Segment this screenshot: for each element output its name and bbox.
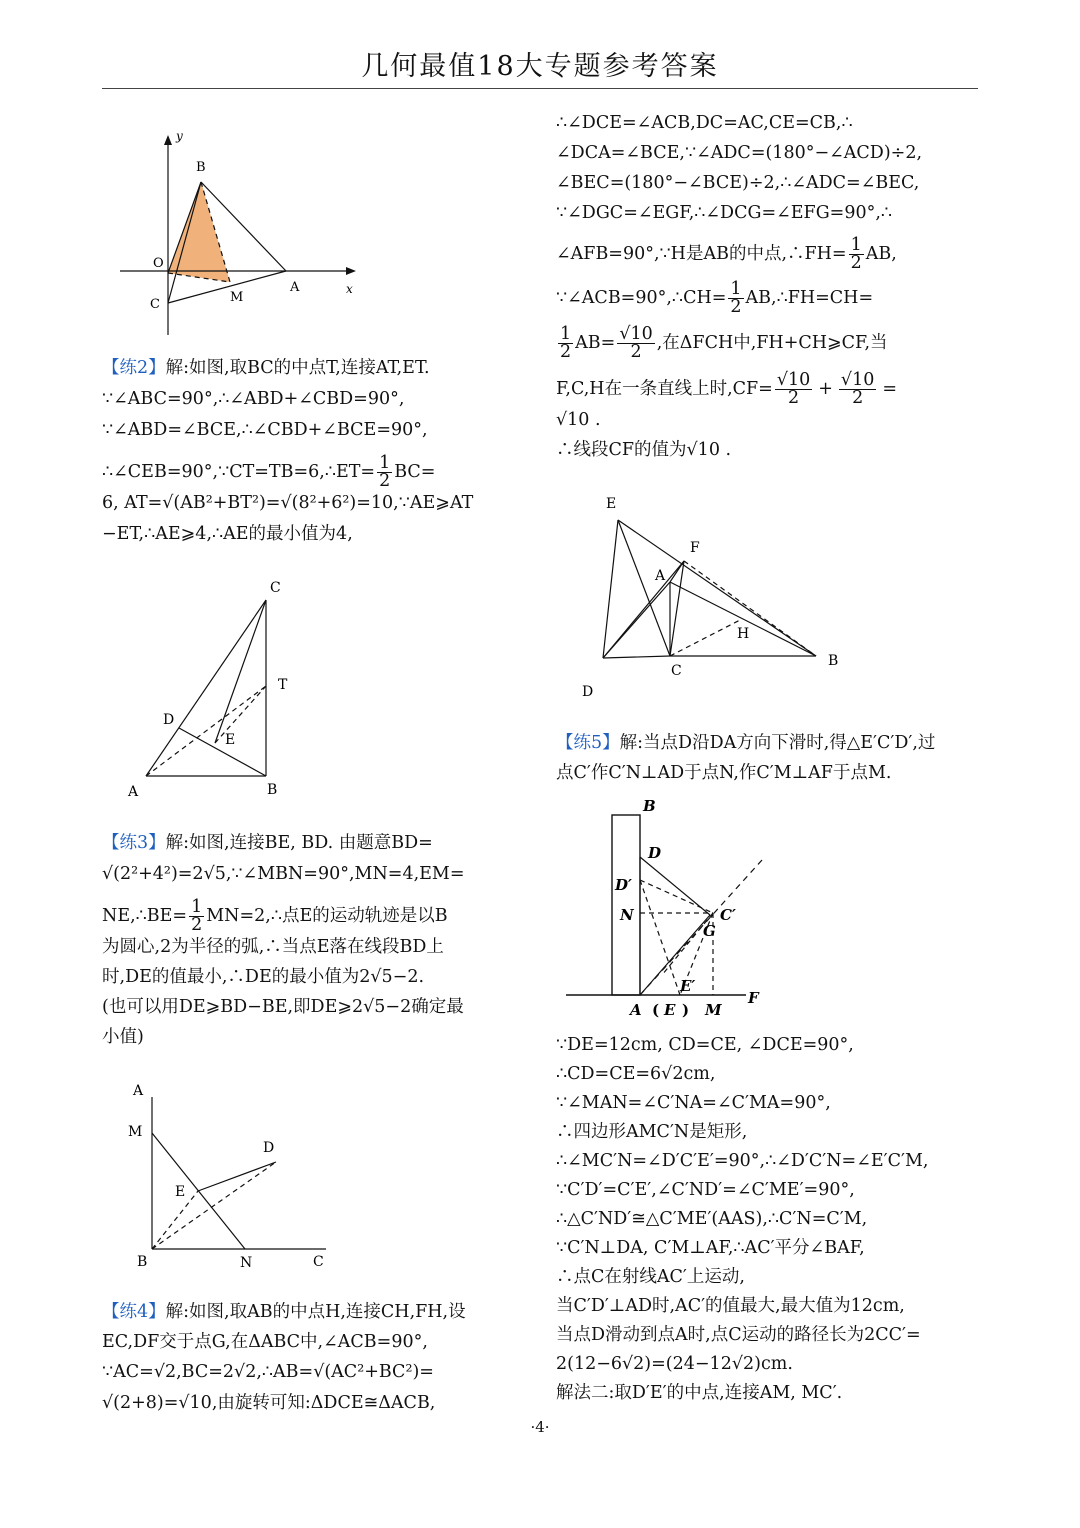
text-line: ∴CD=CE=6√2cm, xyxy=(556,1064,716,1084)
wall-rectangle xyxy=(612,815,640,995)
label-M: M xyxy=(705,1001,722,1019)
segment-CH xyxy=(670,619,742,656)
text-line xyxy=(102,455,435,490)
fraction-denominator: 2 xyxy=(852,388,864,408)
text-line: 小值) xyxy=(102,1027,144,1047)
label-y: y xyxy=(176,129,183,143)
fraction-numerator: 1 xyxy=(191,897,203,917)
text-segment: ∵∠ACB=90°,∴CH= xyxy=(556,288,727,308)
text-line: ∴∠DCE=∠ACB,DC=AC,CE=CB,∴ xyxy=(556,113,853,133)
figure-3-right-angle-diagram xyxy=(120,1075,340,1275)
segment-AT xyxy=(146,686,266,776)
fraction-numerator: 1 xyxy=(730,279,742,299)
fraction-numerator: 1 xyxy=(560,324,572,344)
fraction-numerator: 1 xyxy=(379,453,391,473)
text-line: 6, AT=√(AB²+BT²)=√(8²+6²)=10,∵AE⩾AT xyxy=(102,493,474,513)
text-line: ∵∠MAN=∠C′NA=∠C′MA=90°, xyxy=(556,1093,831,1113)
fraction xyxy=(728,281,743,316)
text-line: √(2+8)=√10,由旋转可知:ΔDCE≅ΔACB, xyxy=(102,1393,436,1413)
text-line: (也可以用DE⩾BD−BE,即DE⩾2√5−2确定最 xyxy=(102,997,464,1017)
text-line: ∵DE=12cm, CD=CE, ∠DCE=90°, xyxy=(556,1035,854,1055)
text-line: 点C′作C′N⊥AD于点N,作C′M⊥AF于点M. xyxy=(556,763,892,783)
text-line xyxy=(556,237,897,272)
text-line: −ET,∴AE⩾4,∴AE的最小值为4, xyxy=(102,524,353,544)
segment-FB xyxy=(684,561,816,656)
label-B: B xyxy=(267,782,278,798)
text-line-content: 解:如图,取BC的中点T,连接AT,ET. xyxy=(165,358,430,378)
figure-2-triangle-diagram xyxy=(120,570,320,805)
segment-D-prime-E-prime xyxy=(640,880,680,995)
label-C: C xyxy=(671,663,682,679)
label-paren-close: ) xyxy=(682,1001,690,1019)
label-x: x xyxy=(346,282,353,296)
figure-5-sliding-diagram xyxy=(560,795,780,1020)
text-line: 时,DE的值最小,∴DE的最小值为2√5−2. xyxy=(102,967,425,987)
text-line: 2(12−6√2)=(24−12√2)cm. xyxy=(556,1354,793,1374)
text-line: ∵C′D′=C′E′,∠C′ND′=∠C′ME′=90°, xyxy=(556,1180,855,1200)
segment-BD xyxy=(152,1162,276,1249)
label-E: E xyxy=(606,496,617,512)
fraction-denominator: 2 xyxy=(560,342,572,362)
label-H: H xyxy=(737,626,750,642)
text-line: EC,DF交于点G,在ΔABC中,∠ACB=90°, xyxy=(102,1332,428,1352)
text-line: 为圆心,2为半径的弧,∴当点E落在线段BD上 xyxy=(102,937,444,957)
label-C: C xyxy=(270,580,281,596)
text-line: ∠BEC=(180°−∠BCE)÷2,∴∠ADC=∠BEC, xyxy=(556,173,920,193)
fraction-numerator: √10 xyxy=(619,324,653,344)
exercise-tag: 【练3】 xyxy=(102,833,166,853)
segment-CE xyxy=(215,600,266,743)
label-E: E xyxy=(664,1001,676,1019)
text-segment: NE,∴BE= xyxy=(102,906,188,926)
label-C: C xyxy=(150,297,160,312)
label-paren-open: ( xyxy=(652,1001,660,1019)
text-line xyxy=(102,357,430,379)
text-segment: ,在ΔFCH中,FH+CH⩾CF,当 xyxy=(656,333,888,353)
text-line-content: 解:当点D沿DA方向下滑时,得△E′C′D′,过 xyxy=(619,733,936,753)
text-line: 当点D滑动到点A时,点C运动的路径长为2CC′= xyxy=(556,1325,921,1345)
label-B: B xyxy=(643,797,656,815)
label-M: M xyxy=(230,290,244,305)
exercise-tag: 【练4】 xyxy=(102,1302,166,1322)
label-D: D xyxy=(648,844,662,862)
segment-AC xyxy=(146,600,266,776)
fraction xyxy=(558,326,573,361)
text-line xyxy=(102,1301,466,1323)
label-C-prime: C′ xyxy=(720,906,736,924)
text-line: ∴△C′ND′≅△C′ME′(AAS),∴C′N=C′M, xyxy=(556,1209,868,1229)
label-B: B xyxy=(137,1254,148,1270)
label-D-prime: D′ xyxy=(615,876,632,894)
segment-AB xyxy=(670,582,816,656)
fraction xyxy=(189,899,204,934)
text-segment: F,C,H在一条直线上时,CF= xyxy=(556,379,773,399)
label-D: D xyxy=(163,712,175,728)
label-A: A xyxy=(128,784,139,800)
text-line xyxy=(556,732,935,754)
label-B: B xyxy=(196,160,206,175)
page-title: 几何最值18大专题参考答案 xyxy=(361,51,719,82)
label-D: D xyxy=(263,1140,275,1156)
fraction xyxy=(839,372,876,407)
text-line-content: 解:如图,取AB的中点H,连接CH,FH,设 xyxy=(165,1302,466,1322)
text-segment: AB= xyxy=(575,333,616,353)
text-segment: = xyxy=(882,379,898,399)
label-C: C xyxy=(313,1254,324,1270)
label-A: A xyxy=(290,280,300,295)
header-rule xyxy=(102,88,978,89)
fraction-numerator: 1 xyxy=(850,235,862,255)
fraction-numerator: √10 xyxy=(840,370,875,390)
fraction-denominator: 2 xyxy=(630,342,642,362)
label-E: E xyxy=(225,732,236,748)
fraction-denominator: 2 xyxy=(730,297,742,317)
text-line: ∴点C在射线AC′上运动, xyxy=(556,1267,745,1287)
text-line-content: 解:如图,连接BE, BD. 由题意BD= xyxy=(165,833,433,853)
text-line: 解法二:取D′E′的中点,连接AM, MC′. xyxy=(556,1383,843,1403)
segment-ET xyxy=(215,686,266,743)
exercise-tag: 【练5】 xyxy=(556,733,620,753)
label-E-prime: E′ xyxy=(680,977,696,995)
text-line xyxy=(102,899,448,934)
fraction-numerator: √10 xyxy=(776,370,811,390)
label-M: M xyxy=(128,1124,143,1140)
text-line: ∵∠ABD=∠BCE,∴∠CBD+∠BCE=90°, xyxy=(102,420,428,440)
label-T: T xyxy=(278,677,288,693)
text-line: ∠DCA=∠BCE,∵∠ADC=(180°−∠ACD)÷2, xyxy=(556,143,923,163)
text-line xyxy=(102,832,433,854)
text-segment: ∴∠CEB=90°,∵CT=TB=6,∴ET= xyxy=(102,462,376,482)
fraction-denominator: 2 xyxy=(379,471,391,491)
y-axis-arrow xyxy=(164,135,172,145)
segment-EB xyxy=(618,520,816,656)
fraction xyxy=(775,372,812,407)
fraction xyxy=(849,237,864,272)
label-D: D xyxy=(582,684,594,700)
fraction-denominator: 2 xyxy=(191,915,203,935)
text-segment: MN=2,∴点E的运动轨迹是以B xyxy=(206,906,448,926)
text-line: 当C′D′⊥AD时,AC′的值最大,最大值为12cm, xyxy=(556,1296,905,1316)
text-line xyxy=(556,326,888,361)
label-O: O xyxy=(153,256,164,271)
text-line: ∴线段CF的值为√10 . xyxy=(556,440,732,460)
label-A: A xyxy=(630,1001,642,1019)
exercise-tag: 【练2】 xyxy=(102,358,166,378)
text-segment: AB,∴FH=CH= xyxy=(745,288,874,308)
x-axis-arrow xyxy=(346,267,356,275)
text-line: √10 . xyxy=(556,410,601,430)
fraction xyxy=(377,455,392,490)
text-line: ∴∠MC′N=∠D′C′E′=90°,∴∠D′C′N=∠E′C′M, xyxy=(556,1151,929,1171)
figure-1-coordinate-diagram xyxy=(110,125,370,340)
fraction-denominator: 2 xyxy=(850,253,862,273)
figure-4-rotation-diagram xyxy=(570,488,860,703)
segment-DC xyxy=(603,656,670,658)
label-F: F xyxy=(690,540,700,556)
label-B: B xyxy=(828,653,839,669)
label-A: A xyxy=(655,568,666,584)
text-line: √(2²+4²)=2√5,∵∠MBN=90°,MN=4,EM= xyxy=(102,864,465,884)
page-number: ·4· xyxy=(530,1418,550,1436)
label-F: F xyxy=(748,989,759,1007)
text-line: ∴四边形AMC′N是矩形, xyxy=(556,1122,748,1142)
text-segment: ∠AFB=90°,∵H是AB的中点,∴FH= xyxy=(556,244,847,264)
text-line: ∵∠ABC=90°,∴∠ABD+∠CBD=90°, xyxy=(102,389,405,409)
segment-ED xyxy=(198,1162,276,1191)
label-N: N xyxy=(620,906,634,924)
label-E: E xyxy=(175,1184,186,1200)
text-line: ∵C′N⊥DA, C′M⊥AF,∴AC′平分∠BAF, xyxy=(556,1238,865,1258)
text-segment: + xyxy=(818,379,833,399)
text-line xyxy=(556,281,873,316)
segment-ED xyxy=(603,520,618,658)
text-line: ∵∠DGC=∠EGF,∴∠DCG=∠EFG=90°,∴ xyxy=(556,203,893,223)
fraction-denominator: 2 xyxy=(787,388,800,408)
text-line: ∵AC=√2,BC=2√2,∴AB=√(AC²+BC²)= xyxy=(102,1362,434,1382)
fraction xyxy=(617,326,654,361)
text-segment: AB, xyxy=(865,244,897,264)
label-G: G xyxy=(703,922,716,940)
label-N: N xyxy=(240,1255,253,1271)
text-segment: BC= xyxy=(394,462,436,482)
label-A: A xyxy=(133,1083,144,1099)
text-line xyxy=(556,372,897,407)
